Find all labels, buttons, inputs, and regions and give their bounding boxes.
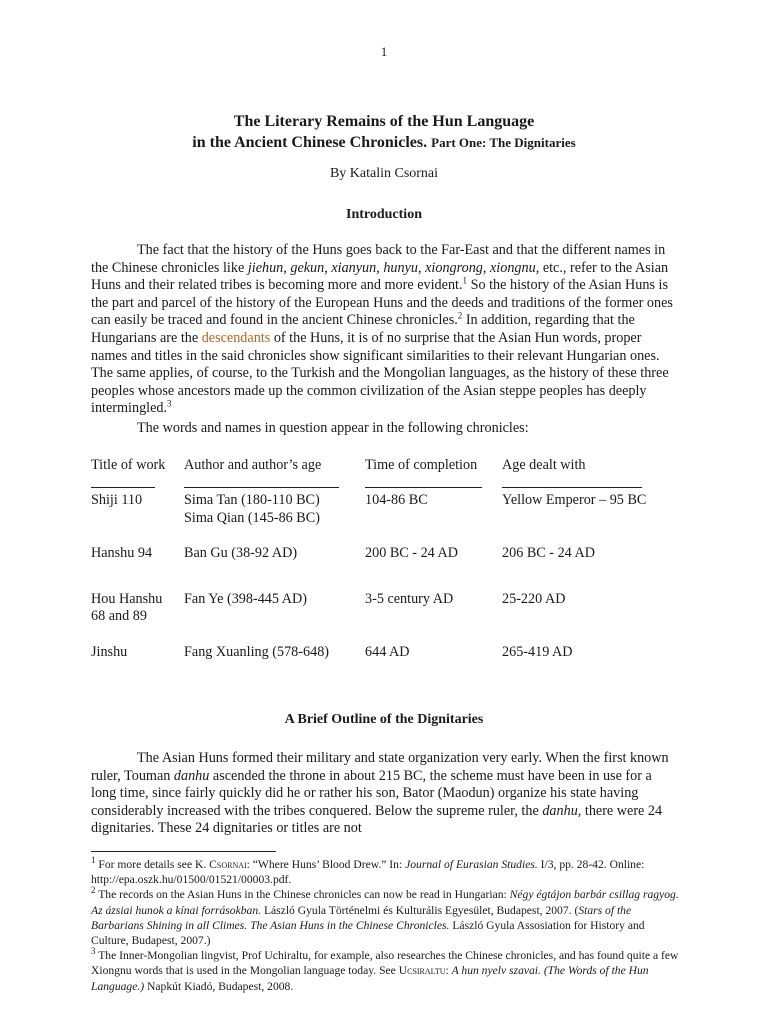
footnote-ref-3[interactable]: 3: [167, 398, 172, 409]
title-line-1: The Literary Remains of the Hun Language: [233, 113, 535, 130]
author-byline: By Katalin Csornai: [329, 166, 439, 181]
para1-text-c: So the history of the Asian Huns is the part and parcel of the history of the European Huns and the deeds and traditions of the former ones can easily be traced and found in the ancient Chinese chronicles.: [91, 277, 673, 329]
footnotes: [91, 857, 680, 994]
table-header-title: Title of work: [91, 457, 166, 473]
para2-text: The words and names in question appear in the following chronicles:: [137, 420, 529, 436]
footnote-3-text-a: The Inner-Mongolian lingvist, Prof Uchiraltu, for example, also researches the Chinese chronicles, and has found quite a few Xiongnu words that is used in the Mongolian language today. See: [91, 949, 679, 978]
footnote-3: [91, 948, 680, 994]
para3-danhu-1: danhu: [173, 767, 210, 784]
footnote-1-journal: Journal of Eurasian Studies.: [405, 858, 538, 871]
para1-text-b: etc., refer to the Asian Huns and their related tribes is becoming more and more evident.: [91, 259, 669, 294]
table-row-4-author: Fang Xuanling (578-648): [184, 644, 330, 660]
table-row-2-author: Ban Gu (38-92 AD): [184, 545, 298, 561]
para1-chinese-names: jiehun, gekun, xianyun, hunyu, xiongrong, xiongnu,: [247, 259, 540, 276]
footnote-2: [91, 887, 680, 948]
title-line-2: [0, 134, 768, 152]
table-header-time: Time of completion: [365, 457, 478, 473]
table-header-rule-3: [365, 487, 482, 488]
title-line-2-main: in the Ancient Chinese Chronicles.: [192, 134, 428, 151]
footnote-2-text-b: László Gyula Történelmi és Kulturális Egyesület, Budapest, 2007. (: [261, 903, 579, 917]
footnote-3-text-c: Napkút Kiadó, Budapest, 2008.: [144, 979, 294, 993]
outline-paragraph: [91, 750, 680, 838]
table-row-3-title-a: Hou Hanshu: [91, 591, 163, 607]
descendants-link[interactable]: descendants: [201, 329, 271, 346]
para3-text-a: The Asian Huns formed their military and state organization very early. When the first known ruler, Touman: [91, 750, 669, 784]
table-row-1-age: Yellow Emperor – 95 BC: [502, 492, 647, 508]
table-row-4-title: Jinshu: [91, 644, 128, 660]
page-number: 1: [380, 44, 388, 59]
table-row-1-author-a: Sima Tan (180-110 BC): [184, 492, 320, 508]
footnote-1-text-a: For more details see K.: [95, 858, 210, 871]
footnote-ref-1[interactable]: 1: [462, 275, 468, 286]
footnote-2-text-c: László Gyula Assosiation for History and Culture, Budapest, 2007.): [91, 918, 645, 948]
table-row-4-time: 644 AD: [365, 644, 410, 660]
footnote-2-text-a: The records on the Asian Huns in the Chinese chronicles can now be read in Hungarian:: [95, 888, 510, 902]
footnote-3-number: 3: [91, 946, 96, 957]
footnote-2-english-title: Stars of the Barbarians Shining in all Climes. The Asian Huns in the Chinese Chronicles.: [91, 903, 632, 932]
title-part-label: Part One: The Dignitaries: [431, 135, 576, 150]
table-row-3-title-b: 68 and 89: [91, 608, 147, 624]
footnote-3-book-title: A hun nyelv szavai. (The Words of the Hun Language.): [91, 964, 649, 993]
table-row-1-title: Shiji 110: [91, 492, 143, 508]
para1-text-e: of the Huns, it is of no surprise that the Asian Hun words, proper names and titles in the said chronicles show significant similarities to their relevant Hungarian ones. The same applies, of course, to the Turkish and the Mongolian languages, as the history of these three peoples whose ancestors made up the common civilization of the Asian steppe peoples has deeply intermingled.: [91, 329, 669, 417]
table-header-rule-4: [502, 487, 642, 488]
footnote-2-book-title: Négy égtájon barbár csillag ragyog. Az ázsiai hunok a kínai forrásokban.: [91, 888, 679, 917]
para3-text-b: ascended the throne in about 215 BC, the scheme must have been in use for a long time, since fairly quickly did he or rather his son, Bator (Maodun) organize his state having considerably increased with the tribes conquered. Below the supreme ruler, the: [91, 767, 652, 819]
introduction-heading: Introduction: [346, 207, 422, 222]
footnote-1-text-c: I/3, pp. 28-42. Online: http://epa.oszk.hu/01500/01521/00003.pdf.: [91, 858, 645, 887]
para3-danhu-2: danhu: [542, 802, 578, 819]
table-row-1-author-b: Sima Qian (145-86 BC): [184, 510, 320, 526]
para1-text-a: The fact that the history of the Huns goes back to the Far-East and that the different names in the Chinese chronicles like: [91, 242, 666, 276]
table-row-2-age: 206 BC - 24 AD: [502, 545, 596, 561]
footnote-3-text-b: :: [445, 964, 452, 978]
table-header-author: Author and author’s age: [184, 457, 322, 473]
introduction-paragraph-2: [91, 420, 680, 438]
table-row-4-age: 265-419 AD: [502, 644, 573, 660]
footnote-1-author: Csornai: [209, 858, 247, 871]
table-row-1-time: 104-86 BC: [365, 492, 428, 508]
table-row-2-time: 200 BC - 24 AD: [365, 545, 459, 561]
table-header-rule-2: [184, 487, 339, 488]
footnote-separator: [91, 851, 276, 852]
table-row-3-author: Fan Ye (398-445 AD): [184, 591, 307, 607]
footnote-1-number: 1: [91, 855, 96, 866]
introduction-paragraph-1: [91, 242, 680, 418]
table-header-rule-1: [91, 487, 155, 488]
footnote-1-text-b: : “Where Huns’ Blood Drew.” In:: [246, 858, 406, 871]
table-row-2-title: Hanshu 94: [91, 545, 153, 561]
footnote-1: [91, 857, 680, 887]
outline-heading: A Brief Outline of the Dignitaries: [284, 712, 484, 727]
footnote-ref-2[interactable]: 2: [457, 310, 463, 321]
para1-text-d: In addition, regarding that the Hungarians are the: [91, 312, 635, 346]
footnote-3-author: Ucsiraltu: [398, 964, 446, 978]
table-header-age: Age dealt with: [502, 457, 586, 473]
para3-text-c: , there were 24 dignitaries. These 24 dignitaries or titles are not: [91, 802, 663, 837]
table-row-3-age: 25-220 AD: [502, 591, 566, 607]
table-row-3-time: 3-5 century AD: [365, 591, 454, 607]
footnote-2-number: 2: [91, 885, 96, 896]
